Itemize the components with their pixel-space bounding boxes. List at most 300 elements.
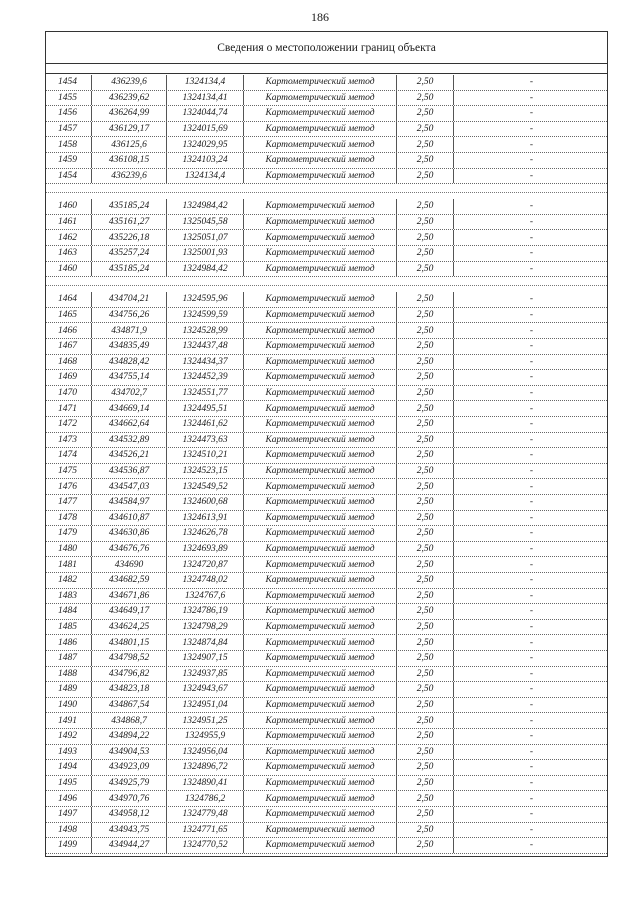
accuracy-cell: 2,50 (396, 433, 453, 448)
y-coordinate-cell: 1324984,42 (166, 262, 243, 277)
point-number-cell: 1499 (58, 840, 77, 851)
method-cell: Картометрический метод (243, 713, 396, 728)
x-coordinate-cell: 434624,25 (91, 620, 166, 635)
table-row (46, 479, 607, 495)
point-number-cell: 1467 (58, 341, 77, 352)
method-cell: Картометрический метод (243, 464, 396, 479)
accuracy-cell: 2,50 (396, 791, 453, 806)
description-cell: - (453, 417, 609, 432)
method-cell: Картометрический метод (243, 448, 396, 463)
description-cell: - (453, 433, 609, 448)
method-cell: Картометрический метод (243, 667, 396, 682)
table-row (46, 667, 607, 683)
y-coordinate-cell: 1324473,63 (166, 433, 243, 448)
method-cell: Картометрический метод (243, 791, 396, 806)
x-coordinate-cell: 434662,64 (91, 417, 166, 432)
y-coordinate-cell: 1324613,91 (166, 511, 243, 526)
y-coordinate-cell: 1324134,4 (166, 169, 243, 184)
x-coordinate-cell: 434798,52 (91, 651, 166, 666)
accuracy-cell: 2,50 (396, 91, 453, 106)
table-row (46, 292, 607, 308)
x-coordinate-cell: 434630,86 (91, 526, 166, 541)
description-cell: - (453, 386, 609, 401)
table-row (46, 745, 607, 761)
method-cell: Картометрический метод (243, 417, 396, 432)
description-cell: - (453, 339, 609, 354)
x-coordinate-cell: 435185,24 (91, 199, 166, 214)
x-coordinate-cell: 434796,82 (91, 667, 166, 682)
x-coordinate-cell: 434823,18 (91, 682, 166, 697)
table-row (46, 401, 607, 417)
method-cell: Картометрический метод (243, 589, 396, 604)
description-cell: - (453, 106, 609, 121)
method-cell: Картометрический метод (243, 370, 396, 385)
point-number-cell: 1498 (58, 824, 77, 835)
point-number-cell: 1497 (58, 809, 77, 820)
accuracy-cell: 2,50 (396, 323, 453, 338)
y-coordinate-cell: 1324626,78 (166, 526, 243, 541)
accuracy-cell: 2,50 (396, 479, 453, 494)
table-row (46, 370, 607, 386)
method-cell: Картометрический метод (243, 262, 396, 277)
description-cell: - (453, 776, 609, 791)
table-row (46, 153, 607, 169)
description-cell: - (453, 604, 609, 619)
point-number-cell: 1496 (58, 793, 77, 804)
y-coordinate-cell: 1324779,48 (166, 807, 243, 822)
y-coordinate-cell: 1324937,85 (166, 667, 243, 682)
x-coordinate-cell: 435257,24 (91, 246, 166, 261)
y-coordinate-cell: 1324551,77 (166, 386, 243, 401)
x-coordinate-cell: 434704,21 (91, 292, 166, 307)
description-cell: - (453, 75, 609, 90)
x-coordinate-cell: 434958,12 (91, 807, 166, 822)
description-cell: - (453, 526, 609, 541)
point-number-cell: 1471 (58, 403, 77, 414)
x-coordinate-cell: 434526,21 (91, 448, 166, 463)
x-coordinate-cell: 436239,62 (91, 91, 166, 106)
table-row (46, 308, 607, 324)
point-number-cell: 1456 (58, 108, 77, 119)
description-cell: - (453, 573, 609, 588)
accuracy-cell: 2,50 (396, 215, 453, 230)
method-cell: Картометрический метод (243, 682, 396, 697)
method-cell: Картометрический метод (243, 355, 396, 370)
accuracy-cell: 2,50 (396, 75, 453, 90)
y-coordinate-cell: 1324748,02 (166, 573, 243, 588)
method-cell: Картометрический метод (243, 401, 396, 416)
x-coordinate-cell: 434944,27 (91, 838, 166, 853)
point-number-cell: 1454 (58, 77, 77, 88)
point-number-cell: 1458 (58, 139, 77, 150)
accuracy-cell: 2,50 (396, 355, 453, 370)
accuracy-cell: 2,50 (396, 495, 453, 510)
description-cell: - (453, 169, 609, 184)
accuracy-cell: 2,50 (396, 635, 453, 650)
y-coordinate-cell: 1324495,51 (166, 401, 243, 416)
x-coordinate-cell: 434547,03 (91, 479, 166, 494)
y-coordinate-cell: 1324434,37 (166, 355, 243, 370)
table-body (46, 32, 607, 856)
table-row (46, 495, 607, 511)
table-row (46, 651, 607, 667)
method-cell: Картометрический метод (243, 199, 396, 214)
point-number-cell: 1483 (58, 590, 77, 601)
point-number-cell: 1475 (58, 466, 77, 477)
description-cell: - (453, 355, 609, 370)
method-cell: Картометрический метод (243, 745, 396, 760)
table-row (46, 698, 607, 714)
method-cell: Картометрический метод (243, 729, 396, 744)
point-number-cell: 1460 (58, 201, 77, 212)
y-coordinate-cell: 1324600,68 (166, 495, 243, 510)
x-coordinate-cell: 434923,09 (91, 760, 166, 775)
y-coordinate-cell: 1324029,95 (166, 137, 243, 152)
table-row (46, 620, 607, 636)
table-row (46, 682, 607, 698)
table-row (46, 91, 607, 107)
accuracy-cell: 2,50 (396, 667, 453, 682)
y-coordinate-cell: 1324786,2 (166, 791, 243, 806)
accuracy-cell: 2,50 (396, 308, 453, 323)
x-coordinate-cell: 434801,15 (91, 635, 166, 650)
point-number-cell: 1489 (58, 684, 77, 695)
y-coordinate-cell: 1324510,21 (166, 448, 243, 463)
accuracy-cell: 2,50 (396, 604, 453, 619)
group-separator (46, 285, 607, 286)
method-cell: Картометрический метод (243, 153, 396, 168)
x-coordinate-cell: 434871,9 (91, 323, 166, 338)
y-coordinate-cell: 1324951,25 (166, 713, 243, 728)
point-number-cell: 1479 (58, 528, 77, 539)
point-number-cell: 1465 (58, 310, 77, 321)
table-row (46, 122, 607, 138)
table-row (46, 433, 607, 449)
description-cell: - (453, 370, 609, 385)
accuracy-cell: 2,50 (396, 838, 453, 853)
y-coordinate-cell: 1324896,72 (166, 760, 243, 775)
method-cell: Картометрический метод (243, 230, 396, 245)
point-number-cell: 1490 (58, 700, 77, 711)
point-number-cell: 1457 (58, 124, 77, 135)
point-number-cell: 1487 (58, 653, 77, 664)
method-cell: Картометрический метод (243, 246, 396, 261)
description-cell: - (453, 760, 609, 775)
description-cell: - (453, 589, 609, 604)
x-coordinate-cell: 434755,14 (91, 370, 166, 385)
description-cell: - (453, 620, 609, 635)
y-coordinate-cell: 1325001,93 (166, 246, 243, 261)
table-row (46, 776, 607, 792)
accuracy-cell: 2,50 (396, 169, 453, 184)
table-row (46, 215, 607, 231)
x-coordinate-cell: 434943,75 (91, 823, 166, 838)
point-number-cell: 1484 (58, 606, 77, 617)
description-cell: - (453, 698, 609, 713)
group-separator (46, 192, 607, 193)
accuracy-cell: 2,50 (396, 464, 453, 479)
point-number-cell: 1473 (58, 434, 77, 445)
table-row (46, 573, 607, 589)
y-coordinate-cell: 1324044,74 (166, 106, 243, 121)
y-coordinate-cell: 1324599,59 (166, 308, 243, 323)
x-coordinate-cell: 434671,86 (91, 589, 166, 604)
point-number-cell: 1495 (58, 778, 77, 789)
accuracy-cell: 2,50 (396, 448, 453, 463)
method-cell: Картометрический метод (243, 137, 396, 152)
description-cell: - (453, 807, 609, 822)
x-coordinate-cell: 436264,99 (91, 106, 166, 121)
x-coordinate-cell: 434828,42 (91, 355, 166, 370)
description-cell: - (453, 667, 609, 682)
method-cell: Картометрический метод (243, 604, 396, 619)
x-coordinate-cell: 434682,59 (91, 573, 166, 588)
description-cell: - (453, 153, 609, 168)
accuracy-cell: 2,50 (396, 729, 453, 744)
accuracy-cell: 2,50 (396, 557, 453, 572)
table-row (46, 713, 607, 729)
description-cell: - (453, 745, 609, 760)
x-coordinate-cell: 434690 (91, 557, 166, 572)
table-row (46, 106, 607, 122)
description-cell: - (453, 230, 609, 245)
accuracy-cell: 2,50 (396, 370, 453, 385)
x-coordinate-cell: 434536,87 (91, 464, 166, 479)
accuracy-cell: 2,50 (396, 137, 453, 152)
x-coordinate-cell: 436239,6 (91, 75, 166, 90)
point-number-cell: 1488 (58, 668, 77, 679)
y-coordinate-cell: 1324767,6 (166, 589, 243, 604)
point-number-cell: 1454 (58, 170, 77, 181)
method-cell: Картометрический метод (243, 573, 396, 588)
x-coordinate-cell: 434868,7 (91, 713, 166, 728)
y-coordinate-cell: 1324951,04 (166, 698, 243, 713)
y-coordinate-cell: 1324595,96 (166, 292, 243, 307)
point-number-cell: 1464 (58, 294, 77, 305)
y-coordinate-cell: 1324720,87 (166, 557, 243, 572)
table-row (46, 511, 607, 527)
point-number-cell: 1468 (58, 356, 77, 367)
method-cell: Картометрический метод (243, 838, 396, 853)
point-number-cell: 1494 (58, 762, 77, 773)
method-cell: Картометрический метод (243, 542, 396, 557)
x-coordinate-cell: 434756,26 (91, 308, 166, 323)
method-cell: Картометрический метод (243, 323, 396, 338)
point-number-cell: 1472 (58, 419, 77, 430)
y-coordinate-cell: 1324134,4 (166, 75, 243, 90)
table-row (46, 542, 607, 558)
x-coordinate-cell: 434925,79 (91, 776, 166, 791)
method-cell: Картометрический метод (243, 760, 396, 775)
x-coordinate-cell: 436129,17 (91, 122, 166, 137)
table-row (46, 464, 607, 480)
table-row (46, 807, 607, 823)
point-number-cell: 1455 (58, 92, 77, 103)
description-cell: - (453, 479, 609, 494)
method-cell: Картометрический метод (243, 292, 396, 307)
accuracy-cell: 2,50 (396, 199, 453, 214)
description-cell: - (453, 713, 609, 728)
description-cell: - (453, 401, 609, 416)
point-number-cell: 1493 (58, 746, 77, 757)
description-cell: - (453, 308, 609, 323)
coordinates-table (45, 31, 608, 857)
accuracy-cell: 2,50 (396, 292, 453, 307)
table-row (46, 137, 607, 153)
y-coordinate-cell: 1324890,41 (166, 776, 243, 791)
table-row (46, 635, 607, 651)
point-number-cell: 1461 (58, 217, 77, 228)
point-number-cell: 1477 (58, 497, 77, 508)
x-coordinate-cell: 434835,49 (91, 339, 166, 354)
description-cell: - (453, 292, 609, 307)
method-cell: Картометрический метод (243, 479, 396, 494)
accuracy-cell: 2,50 (396, 526, 453, 541)
y-coordinate-cell: 1324528,99 (166, 323, 243, 338)
x-coordinate-cell: 434532,89 (91, 433, 166, 448)
accuracy-cell: 2,50 (396, 620, 453, 635)
accuracy-cell: 2,50 (396, 401, 453, 416)
description-cell: - (453, 823, 609, 838)
method-cell: Картометрический метод (243, 698, 396, 713)
description-cell: - (453, 511, 609, 526)
accuracy-cell: 2,50 (396, 682, 453, 697)
table-row (46, 417, 607, 433)
point-number-cell: 1463 (58, 248, 77, 259)
accuracy-cell: 2,50 (396, 153, 453, 168)
x-coordinate-cell: 434970,76 (91, 791, 166, 806)
y-coordinate-cell: 1324798,29 (166, 620, 243, 635)
x-coordinate-cell: 434904,53 (91, 745, 166, 760)
method-cell: Картометрический метод (243, 526, 396, 541)
accuracy-cell: 2,50 (396, 339, 453, 354)
y-coordinate-cell: 1324693,89 (166, 542, 243, 557)
table-row (46, 604, 607, 620)
description-cell: - (453, 838, 609, 853)
point-number-cell: 1459 (58, 155, 77, 166)
x-coordinate-cell: 436108,15 (91, 153, 166, 168)
method-cell: Картометрический метод (243, 91, 396, 106)
x-coordinate-cell: 434669,14 (91, 401, 166, 416)
description-cell: - (453, 464, 609, 479)
accuracy-cell: 2,50 (396, 651, 453, 666)
y-coordinate-cell: 1324956,04 (166, 745, 243, 760)
table-row (46, 589, 607, 605)
table-row (46, 729, 607, 745)
accuracy-cell: 2,50 (396, 745, 453, 760)
page-number: 186 (311, 10, 329, 24)
description-cell: - (453, 323, 609, 338)
description-cell: - (453, 729, 609, 744)
point-number-cell: 1460 (58, 263, 77, 274)
point-number-cell: 1486 (58, 637, 77, 648)
description-cell: - (453, 122, 609, 137)
method-cell: Картометрический метод (243, 433, 396, 448)
y-coordinate-cell: 1324984,42 (166, 199, 243, 214)
y-coordinate-cell: 1325051,07 (166, 230, 243, 245)
accuracy-cell: 2,50 (396, 698, 453, 713)
point-number-cell: 1482 (58, 575, 77, 586)
table-row (46, 355, 607, 371)
y-coordinate-cell: 1324770,52 (166, 838, 243, 853)
point-number-cell: 1466 (58, 325, 77, 336)
point-number-cell: 1492 (58, 731, 77, 742)
method-cell: Картометрический метод (243, 308, 396, 323)
description-cell: - (453, 262, 609, 277)
x-coordinate-cell: 436239,6 (91, 169, 166, 184)
accuracy-cell: 2,50 (396, 122, 453, 137)
method-cell: Картометрический метод (243, 339, 396, 354)
x-coordinate-cell: 435161,27 (91, 215, 166, 230)
accuracy-cell: 2,50 (396, 417, 453, 432)
table-row (46, 838, 607, 854)
table-title: Сведения о местоположении границ объекта (217, 41, 436, 54)
accuracy-cell: 2,50 (396, 807, 453, 822)
table-row (46, 169, 607, 185)
description-cell: - (453, 137, 609, 152)
accuracy-cell: 2,50 (396, 511, 453, 526)
point-number-cell: 1470 (58, 388, 77, 399)
y-coordinate-cell: 1324523,15 (166, 464, 243, 479)
table-row (46, 386, 607, 402)
accuracy-cell: 2,50 (396, 573, 453, 588)
point-number-cell: 1478 (58, 512, 77, 523)
description-cell: - (453, 495, 609, 510)
table-row (46, 791, 607, 807)
point-number-cell: 1491 (58, 715, 77, 726)
table-row (46, 526, 607, 542)
accuracy-cell: 2,50 (396, 246, 453, 261)
y-coordinate-cell: 1324955,9 (166, 729, 243, 744)
description-cell: - (453, 91, 609, 106)
x-coordinate-cell: 434676,76 (91, 542, 166, 557)
x-coordinate-cell: 434702,7 (91, 386, 166, 401)
method-cell: Картометрический метод (243, 776, 396, 791)
y-coordinate-cell: 1325045,58 (166, 215, 243, 230)
table-row (46, 262, 607, 278)
y-coordinate-cell: 1324786,19 (166, 604, 243, 619)
table-row (46, 246, 607, 262)
point-number-cell: 1480 (58, 544, 77, 555)
table-row (46, 230, 607, 246)
y-coordinate-cell: 1324461,62 (166, 417, 243, 432)
method-cell: Картометрический метод (243, 169, 396, 184)
description-cell: - (453, 682, 609, 697)
method-cell: Картометрический метод (243, 620, 396, 635)
table-row (46, 557, 607, 573)
method-cell: Картометрический метод (243, 75, 396, 90)
y-coordinate-cell: 1324943,67 (166, 682, 243, 697)
x-coordinate-cell: 435185,24 (91, 262, 166, 277)
x-coordinate-cell: 434610,87 (91, 511, 166, 526)
accuracy-cell: 2,50 (396, 823, 453, 838)
table-row (46, 75, 607, 91)
description-cell: - (453, 791, 609, 806)
method-cell: Картометрический метод (243, 495, 396, 510)
method-cell: Картометрический метод (243, 386, 396, 401)
y-coordinate-cell: 1324103,24 (166, 153, 243, 168)
table-row (46, 823, 607, 839)
y-coordinate-cell: 1324452,39 (166, 370, 243, 385)
point-number-cell: 1469 (58, 372, 77, 383)
accuracy-cell: 2,50 (396, 262, 453, 277)
y-coordinate-cell: 1324771,65 (166, 823, 243, 838)
y-coordinate-cell: 1324549,52 (166, 479, 243, 494)
table-row (46, 448, 607, 464)
accuracy-cell: 2,50 (396, 589, 453, 604)
method-cell: Картометрический метод (243, 807, 396, 822)
accuracy-cell: 2,50 (396, 542, 453, 557)
